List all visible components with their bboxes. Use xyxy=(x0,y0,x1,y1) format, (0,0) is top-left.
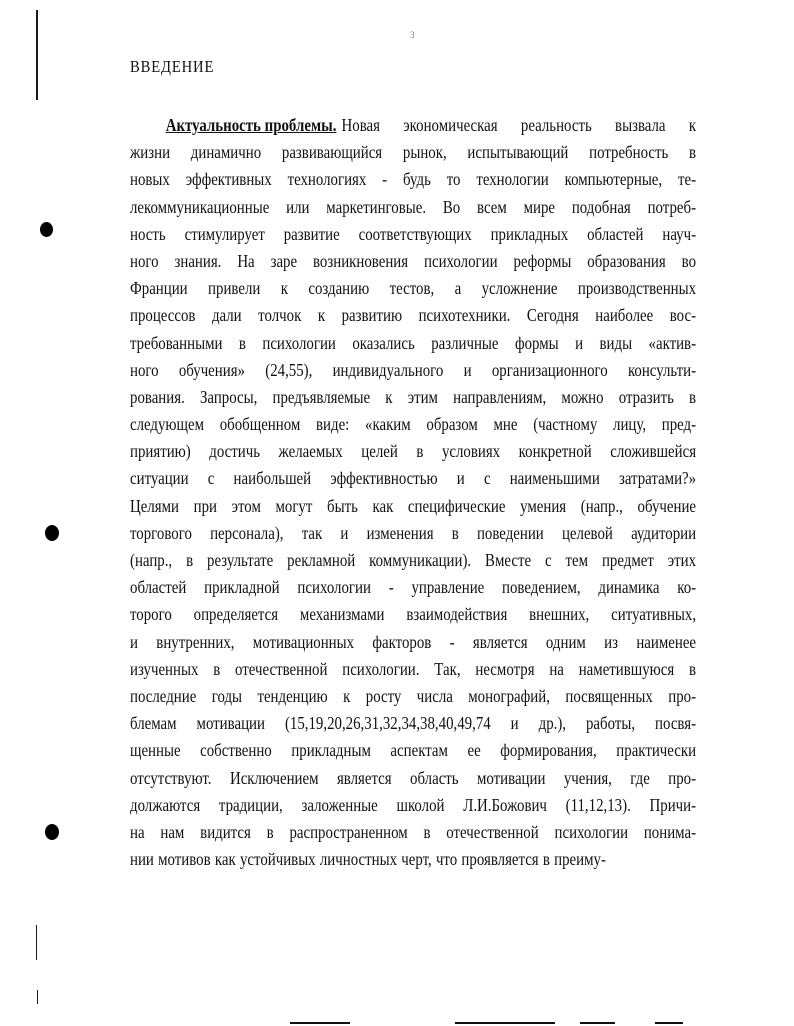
line-text: ситуации с наибольшей эффективностью и с наименьшими затратами?» xyxy=(130,468,697,489)
text-line xyxy=(130,629,696,656)
text-line xyxy=(130,710,696,737)
line-text: рования. Запросы, предъявляемые к этим направлениям, можно отразить в xyxy=(130,386,697,407)
text-line xyxy=(130,384,696,411)
text-line xyxy=(130,139,696,166)
text-line xyxy=(130,846,696,873)
line-text: щенные собственно прикладным аспектам ее формирования, практически xyxy=(130,740,697,761)
left-margin-line xyxy=(36,10,38,100)
line-text: должаются традиции, заложенные школой Л.И.Божович (11,12,13). Причи- xyxy=(130,794,697,815)
page-heading: ВВЕДЕНИЕ xyxy=(130,57,215,76)
text-line xyxy=(130,166,696,193)
line-text: отсутствуют. Исключением является область мотивации учения, где про- xyxy=(130,767,697,788)
left-margin-line-lower xyxy=(36,925,37,960)
text-line xyxy=(130,438,696,465)
text-line xyxy=(130,547,696,574)
line-text: и внутренних, мотивационных факторов - является одним из наименее xyxy=(130,631,697,652)
line-text: блемам мотивации (15,19,20,26,31,32,34,38,40,49,74 и др.), работы, посвя- xyxy=(130,713,697,734)
lead-in-phrase: Актуальность проблемы. xyxy=(165,115,337,135)
text-line xyxy=(130,357,696,384)
line-text: ность стимулирует развитие соответствующих прикладных областей науч- xyxy=(130,223,697,244)
text-line xyxy=(130,737,696,764)
text-line xyxy=(130,683,696,710)
punch-hole-middle xyxy=(45,525,59,541)
bottom-scan-artifact-4 xyxy=(655,1022,683,1024)
text-line xyxy=(130,248,696,275)
line-text: новых эффективных технологиях - будь то технологии компьютерные, те- xyxy=(130,169,697,190)
text-line xyxy=(130,493,696,520)
body-paragraph xyxy=(130,112,696,873)
punch-hole-bottom xyxy=(45,824,59,840)
page-number-mark: 3 xyxy=(410,30,415,40)
line-text: Целями при этом могут быть как специфические умения (напр., обучение xyxy=(130,495,697,516)
line-text: последние годы тенденцию к росту числа монографий, посвященных про- xyxy=(130,685,697,706)
line-text: (напр., в результате рекламной коммуникации). Вместе с тем предмет этих xyxy=(130,550,697,570)
text-line xyxy=(130,275,696,302)
bottom-scan-artifact-3 xyxy=(580,1022,615,1024)
left-margin-tick xyxy=(37,990,38,1004)
text-line xyxy=(130,112,696,139)
text-line xyxy=(130,411,696,438)
text-line xyxy=(130,221,696,248)
line-text: Франции привели к созданию тестов, а усложнение производственных xyxy=(130,278,697,299)
line-text: процессов дали толчок к развитию психотехники. Сегодня наиболее вос- xyxy=(130,305,697,326)
text-line xyxy=(130,792,696,819)
bottom-scan-artifact-1 xyxy=(290,1022,350,1024)
line-text: торого определяется механизмами взаимодействия внешних, ситуативных, xyxy=(130,604,697,625)
punch-hole-top xyxy=(40,222,53,237)
line-text: изученных в отечественной психологии. Так, несмотря на наметившуюся в xyxy=(130,658,697,679)
text-line xyxy=(130,765,696,792)
text-line xyxy=(130,574,696,601)
line-text: приятию) достичь желаемых целей в условиях конкретной сложившейся xyxy=(130,441,697,462)
line-text: лекоммуникационные или маркетинговые. Во всем мире подобная потреб- xyxy=(130,196,697,217)
line-text: жизни динамично развивающийся рынок, испытывающий потребность в xyxy=(130,142,697,163)
text-line xyxy=(130,819,696,846)
text-line xyxy=(130,520,696,547)
line-text: ного знания. На заре возникновения психологии реформы образования во xyxy=(130,250,697,271)
line-text: торгового персонала), так и изменения в поведении целевой аудитории xyxy=(130,522,697,543)
text-line xyxy=(130,465,696,492)
line-text: областей прикладной психологии - управление поведением, динамика ко- xyxy=(130,577,697,598)
bottom-scan-artifact-2 xyxy=(455,1022,555,1024)
text-line xyxy=(130,601,696,628)
text-line xyxy=(130,330,696,357)
line-text: нии мотивов как устойчивых личностных черт, что проявляется в преиму- xyxy=(130,849,606,870)
line-text: следующем обобщенном виде: «каким образом мне (частному лицу, пред- xyxy=(130,414,697,435)
line-text: требованными в психологии оказались различные формы и виды «актив- xyxy=(130,332,697,353)
line-text: ного обучения» (24,55), индивидуального и организационного консульти- xyxy=(130,359,697,380)
text-line xyxy=(130,194,696,221)
line-text: на нам видится в распространенном в отечественной психологии понима- xyxy=(130,821,697,842)
line-text: Новая экономическая реальность вызвала к xyxy=(341,115,697,135)
text-line xyxy=(130,656,696,683)
text-line xyxy=(130,302,696,329)
